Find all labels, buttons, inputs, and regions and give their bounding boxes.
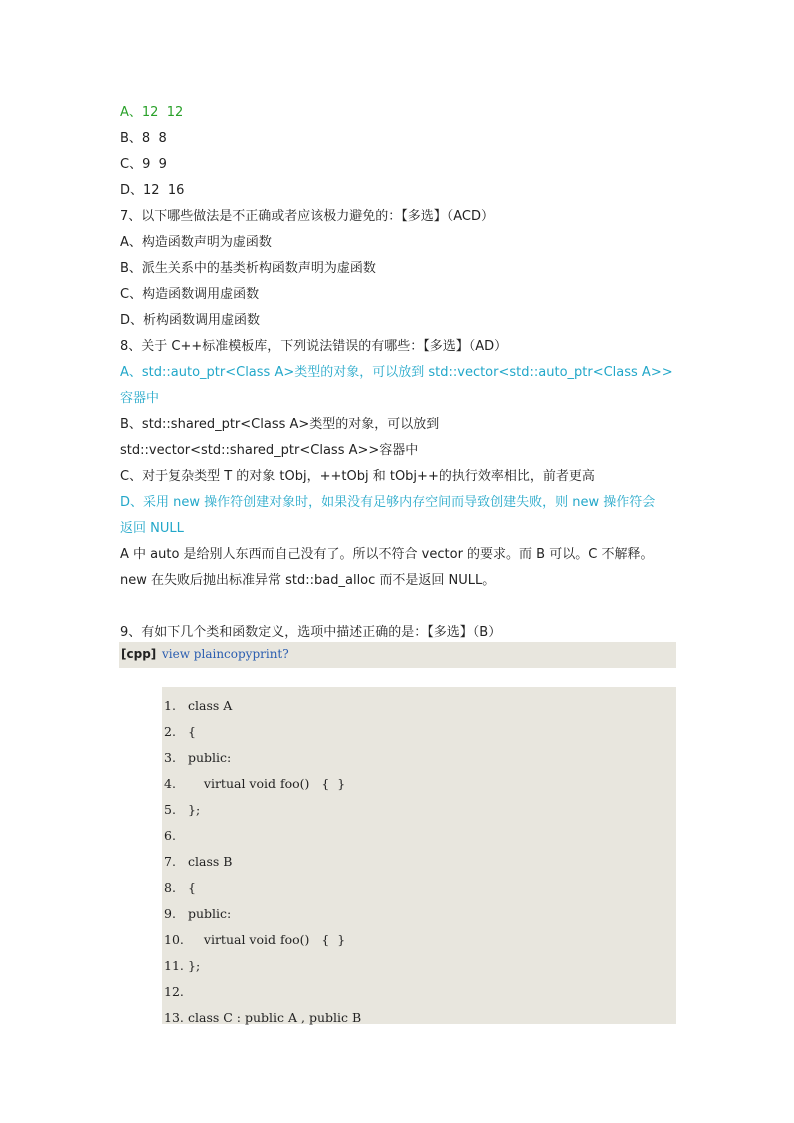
line-number: 13. [164,1010,184,1025]
line-number: 5. [164,802,176,817]
code-line [164,853,232,871]
q6-option-a: A、12 12 [120,105,184,120]
line-code: }; [188,802,201,817]
line-number: 7. [164,854,176,869]
code-line [164,749,231,767]
code-line [164,723,196,741]
code-line [164,775,345,793]
line-code: class B [188,854,233,869]
line-code: public: [188,750,232,765]
q7-option-b: B、派生关系中的基类析构函数声明为虚函数 [120,261,376,276]
q8-option-b-line1: B、std::shared_ptr<Class A>类型的对象，可以放到 [120,417,440,432]
code-line [164,983,188,1001]
q6-option-b: B、8 8 [120,131,167,146]
q8-question: 8、关于 C++标准模板库，下列说法错误的有哪些：【多选】（AD） [120,339,508,354]
line-number: 10. [164,932,184,947]
q6-option-c: C、9 9 [120,157,167,172]
q8-option-a-line1: A、std::auto_ptr<Class A>类型的对象，可以放到 std::vector<std::auto_ptr<Class A>> [120,365,673,380]
line-number: 6. [164,828,176,843]
code-line [164,1009,361,1027]
code-line [164,957,200,975]
line-code: class A [188,698,233,713]
code-line [164,931,345,949]
line-number: 11. [164,958,184,973]
q7-question: 7、以下哪些做法是不正确或者应该极力避免的：【多选】（ACD） [120,209,495,224]
line-code: public: [188,906,232,921]
line-code: virtual void foo() { } [188,776,346,791]
code-line [164,827,188,845]
line-code: }; [188,958,201,973]
line-code: virtual void foo() { } [188,932,346,947]
code-line [164,801,200,819]
line-number: 9. [164,906,176,921]
line-number: 8. [164,880,176,895]
cpp-language-tag: [cpp] [121,647,157,661]
line-number: 4. [164,776,176,791]
line-code: { [188,880,196,895]
q7-option-a: A、构造函数声明为虚函数 [120,235,272,250]
line-number: 12. [164,984,184,999]
code-line [164,697,232,715]
q8-option-b-line2: std::vector<std::shared_ptr<Class A>>容器中 [120,443,419,458]
line-code: class C : public A , public B [188,1010,362,1025]
line-number: 1. [164,698,176,713]
q7-option-c: C、构造函数调用虚函数 [120,287,260,302]
q8-explanation-line2: new 在失败后抛出标准异常 std::bad_alloc 而不是返回 NULL。 [120,573,496,588]
q9-question: 9、有如下几个类和函数定义，选项中描述正确的是：【多选】（B） [120,625,502,640]
line-number: 3. [164,750,176,765]
code-block [162,687,676,1024]
line-number: 2. [164,724,176,739]
q8-option-c: C、对于复杂类型 T 的对象 tObj，++tObj 和 tObj++的执行效率相比，前者更高 [120,469,595,484]
q8-option-a-line2: 容器中 [120,391,160,406]
q8-option-d-line1: D、采用 new 操作符创建对象时，如果没有足够内存空间而导致创建失败，则 new 操作符会 [120,495,656,510]
q8-explanation-line1: A 中 auto 是给别人东西而自己没有了。所以不符合 vector 的要求。而 B 可以。C 不解释。 [120,547,654,562]
line-code: { [188,724,196,739]
q6-option-d: D、12 16 [120,183,185,198]
code-view-links[interactable]: view plaincopyprint? [162,647,289,661]
code-line [164,879,196,897]
q8-option-d-line2: 返回 NULL [120,521,184,536]
q7-option-d: D、析构函数调用虚函数 [120,313,261,328]
code-line [164,905,231,923]
code-toolbar [119,642,676,668]
